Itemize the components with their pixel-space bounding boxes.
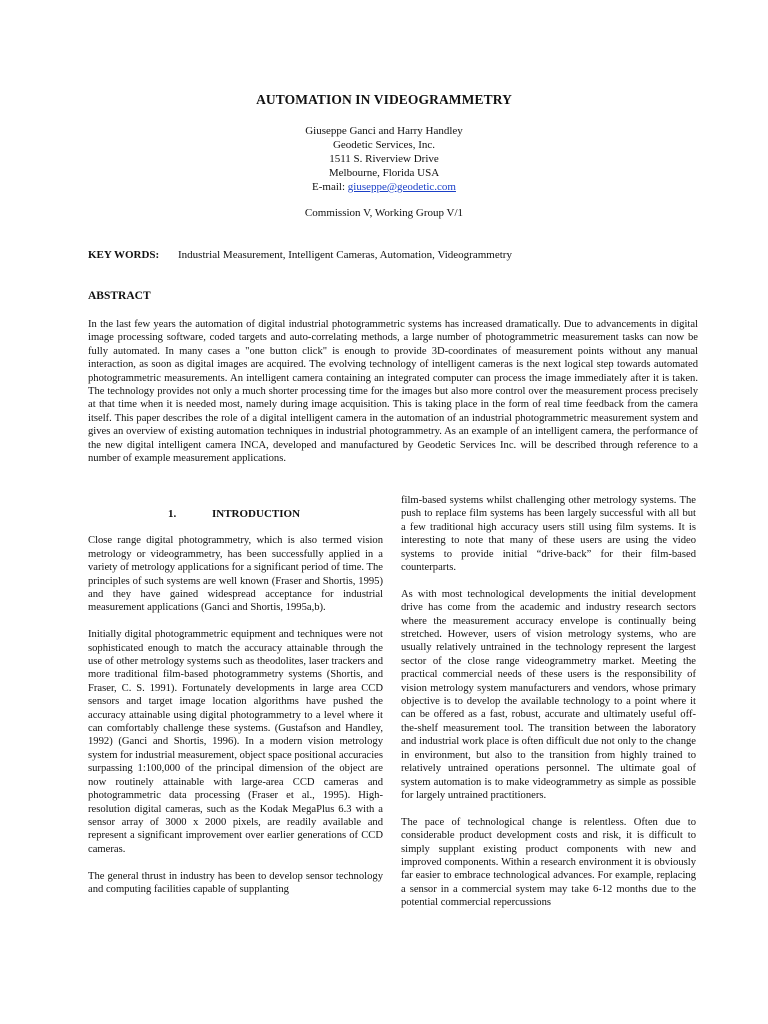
author-block bbox=[0, 124, 768, 194]
paper-title: AUTOMATION IN VIDEOGRAMMETRY bbox=[256, 92, 512, 107]
author-names: Giuseppe Ganci and Harry Handley bbox=[305, 125, 463, 137]
address-line-2: Melbourne, Florida USA bbox=[328, 167, 440, 179]
email-label: E-mail: bbox=[312, 181, 348, 193]
affiliation: Geodetic Services, Inc. bbox=[332, 139, 435, 151]
abstract-text: In the last few years the automation of digital industrial photogrammetric systems has increased dramatically. Due to advancements in digital image processing software, coded targets and auto-correlating methods, a large number of photogrammetric measurement tasks can now be fully automated. In many cases a "one button click" is enough to provide 3D-coordinates of measurement points without any manual interaction, as soon as digital images are acquired. The evolving technology of intelligent cameras is the next logical step towards automated photogrammetric measurements. An intelligent camera containing an integrated computer can process the image immediately after it is taken. The technology provides not only a much shorter processing time for the images but also more control over the measurement process precisely at that time when it is needed most, namely during image acquisition. This is taking place in the form of real time feedback from the camera itself. This paper describes the role of a digital intelligent camera in the automation of an industrial photogrammetric measurement system and gives an overview of existing automation techniques in industrial photogrammetry. As an example of an intelligent camera, the performance of the new digital intelligent camera INCA, developed and manufactured by Geodetic Services Inc. will be described through reference to a number of example measurement applications. bbox=[88, 319, 698, 465]
email-line bbox=[0, 180, 768, 194]
paragraph: Initially digital photogrammetric equipment and techniques were not sophisticated enough to match the accuracy attainable through the use of other metrology systems such as theodolites, laser trackers and more traditional film-based photogrammetry systems (Shortis, and Fraser, C. S. 1991). Fortunately developments in large area CCD sensors and target image location algorithms have pushed the accuracy attainable using digital photogrammetry to a level where it can comfortably challenge these systems. (Gustafson and Handley, 1992) (Ganci and Shortis, 1996). In a modern vision metrology system for industrial measurement, object space positional accuracies surpassing 1:100,000 of the principal dimension of the object are now routinely attainable with large-area CCD cameras and photogrammetric data processing (Fraser et al., 1995). High-resolution digital cameras, such as the Kodak MegaPlus 6.3 with a sensor array of 3000 x 2000 pixels, are readily available and represent a significant improvement over earlier generations of CCD cameras. bbox=[88, 629, 383, 855]
paragraph: As with most technological developments the initial development drive has come from the academic and industry research sectors where the measurement accuracy envelope is continually being stretched. However, users of vision metrology systems, who are usually relatively untrained in the technology represent the largest sector of the close range videogrammetry market. Meeting the practical commercial needs of these users is the responsibility of vision metrology system manufacturers and vendors, whose primary objective is to develop the available technology to a point where it can be offered as a fast, robust, accurate and ultimately useful off-the-shelf measurement tool. The transition between the laboratory and industrial work place is often difficult due not only to the change in environment, but also to the transition from highly trained to relatively untrained operations personnel. The ultimate goal of system automation is to make videogrammetry as simple as possible for largely untrained practitioners. bbox=[401, 588, 696, 801]
email-link[interactable]: giuseppe@geodetic.com bbox=[347, 181, 456, 193]
section-heading-introduction bbox=[88, 508, 383, 521]
section-number: 1. bbox=[168, 508, 177, 520]
keywords-line bbox=[88, 249, 512, 261]
commission-line: Commission V, Working Group V/1 bbox=[304, 207, 464, 219]
paragraph: The pace of technological change is relentless. Often due to considerable product development costs and risk, it is difficult to simply supplant existing product components with new and improved components. Within a research environment it is obviously far easier to embrace technological advances. For example, replacing a sensor in a commercial system may take 6-12 months due to the potential commercial repercussions bbox=[401, 816, 696, 909]
paragraph: film-based systems whilst challenging other metrology systems. The push to replace film systems has been largely successful with all but a few traditional high accuracy users still using film systems. It is interesting to note that many of these users are using the video systems to provide initial “drive-back” for their film-based counterparts. bbox=[401, 495, 696, 574]
section-title: INTRODUCTION bbox=[212, 508, 301, 520]
left-column bbox=[88, 508, 383, 910]
paragraph: Close range digital photogrammetry, which is also termed vision metrology or videogrammetry, has been successfully applied in a variety of metrology applications for a significant period of time. The principles of such systems are well known (Fraser and Shortis, 1995) and they have gained widespread acceptance for industrial measurement applications (Ganci and Shortis, 1995a,b). bbox=[88, 535, 383, 614]
abstract-heading: ABSTRACT bbox=[88, 290, 151, 302]
address-line-1: 1511 S. Riverview Drive bbox=[329, 153, 439, 165]
paragraph: The general thrust in industry has been to develop sensor technology and computing facilities capable of supplanting bbox=[88, 870, 383, 895]
keywords-label: KEY WORDS: bbox=[88, 249, 160, 261]
keywords-text: Industrial Measurement, Intelligent Cameras, Automation, Videogrammetry bbox=[178, 249, 512, 261]
right-column bbox=[401, 494, 696, 923]
